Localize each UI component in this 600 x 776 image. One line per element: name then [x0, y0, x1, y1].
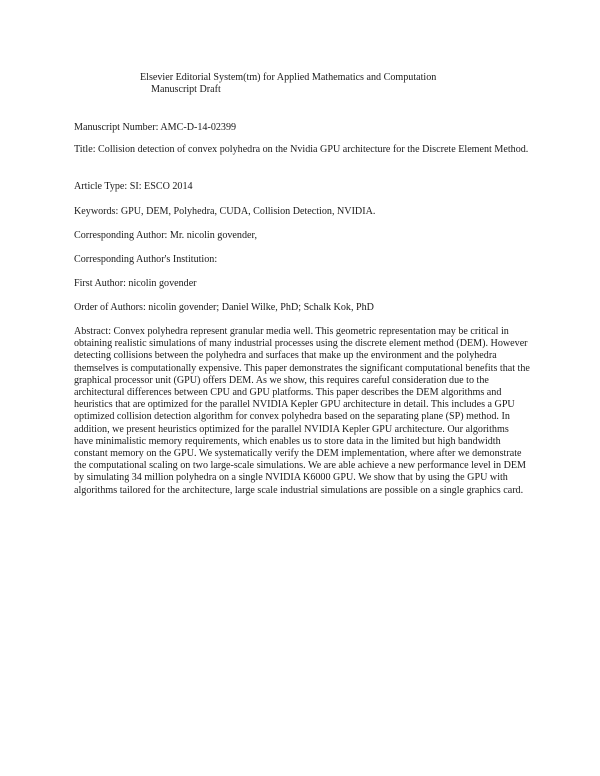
keywords-value: GPU, DEM, Polyhedra, CUDA, Collision Detection, NVIDIA.	[120, 206, 376, 217]
corresponding-author-label: Corresponding Author:	[74, 230, 168, 241]
manuscript-number-label: Manuscript Number:	[74, 122, 159, 133]
document-header	[140, 72, 520, 96]
first-author-label: First Author:	[74, 278, 126, 289]
keywords-label: Keywords:	[74, 206, 119, 217]
title-label: Title:	[74, 144, 96, 155]
order-of-authors-field	[74, 302, 530, 314]
corresponding-author-field	[74, 230, 530, 242]
keywords-field	[74, 206, 530, 218]
first-author-field	[74, 278, 530, 290]
abstract-field	[74, 326, 530, 497]
institution-label: Corresponding Author's Institution:	[74, 254, 218, 265]
manuscript-number-field	[74, 122, 530, 134]
article-type-label: Article Type:	[74, 181, 128, 192]
title-value: Collision detection of convex polyhedra on the Nvidia GPU architecture for the Discrete Element Method.	[98, 144, 529, 155]
header-draft-label: Manuscript Draft	[151, 84, 221, 96]
order-of-authors-label: Order of Authors:	[74, 302, 146, 313]
article-type-value: SI: ESCO 2014	[129, 181, 193, 192]
manuscript-number-value: AMC-D-14-02399	[160, 122, 237, 133]
order-of-authors-value: nicolin govender; Daniel Wilke, PhD; Schalk Kok, PhD	[148, 302, 374, 313]
institution-field	[74, 254, 530, 266]
title-field	[74, 144, 530, 156]
abstract-text: Convex polyhedra represent granular media well. This geometric representation may be critical in obtaining realistic simulations of many industrial processes using the discrete element method (DEM). However detecting collisions between the polyhedra and surfaces that make up the environment and the polyhedra themselves is computationally expensive. This paper demonstrates the significant computational benefits that the graphical processor unit (GPU) offers DEM. As we show, this requires careful consideration due to the architectural differences between CPU and GPU platforms. This paper describes the DEM algorithms and heuristics that are optimized for the parallel NVIDIA Kepler GPU architecture in detail. This includes a GPU optimized collision detection algorithm for convex polyhedra based on the separating plane (SP) method. In addition, we present heuristics optimized for the parallel NVIDIA Kepler GPU architecture. Our algorithms have minimalistic memory requirements, which enables us to store data in the limited but high bandwidth constant memory on the GPU. We systematically verify the DEM implementation, where after we demonstrate the computational scaling on two large-scale simulations. We are able achieve a new performance level in DEM by simulating 34 million polyhedra on a single NVIDIA K6000 GPU. We show that by using the GPU with algorithms tailored for the architecture, large scale industrial simulations are possible on a single graphics card.	[74, 326, 530, 496]
header-system-title: Elsevier Editorial System(tm) for Applied Mathematics and Computation	[140, 72, 437, 83]
first-author-value: nicolin govender	[128, 278, 197, 289]
article-type-field	[74, 181, 530, 193]
corresponding-author-value: Mr. nicolin govender,	[169, 230, 257, 241]
abstract-label: Abstract:	[74, 326, 111, 337]
